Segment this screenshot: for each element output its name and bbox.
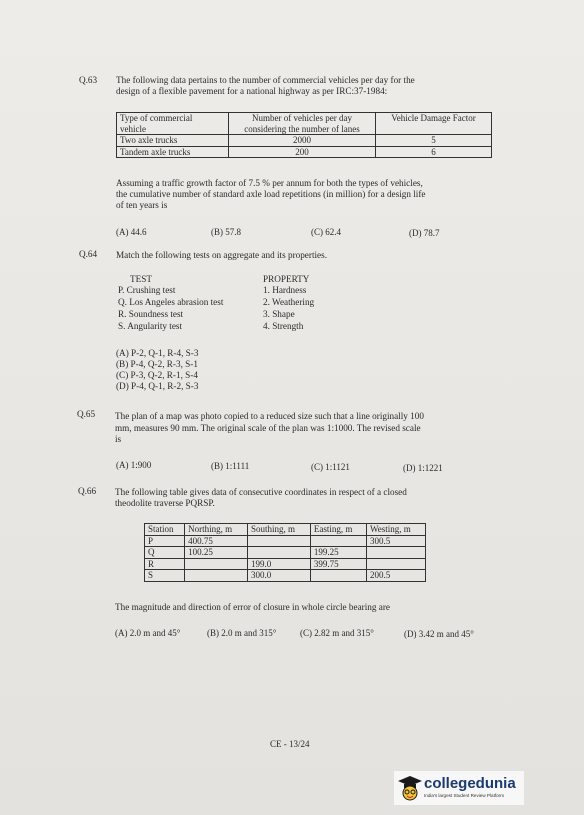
question-text: of ten years is xyxy=(116,200,168,210)
table-row: P 400.75 300.5 xyxy=(145,535,426,547)
vehicle-table xyxy=(116,112,492,158)
option: (D) P-4, Q-1, R-2, S-3 xyxy=(116,381,199,391)
list-item: R. Soundness test xyxy=(118,309,184,319)
table-header: Number of vehicles per day considering the number of lanes xyxy=(229,113,376,135)
logo-name: collegedunia xyxy=(424,775,516,792)
question-stem: design of a flexible pavement for a national highway as per IRC:37-1984: xyxy=(116,86,388,96)
question-stem: theodolite traverse PQRSP. xyxy=(115,498,215,508)
question-stem: The following table gives data of consecutive coordinates in respect of a closed xyxy=(115,487,407,497)
list-item: 1. Hardness xyxy=(263,285,307,295)
list-item: P. Crushing test xyxy=(118,285,176,295)
traverse-table xyxy=(144,523,426,582)
option: (B) 1:1111 xyxy=(211,461,250,471)
option: (D) 1:1221 xyxy=(403,463,443,473)
column-heading: PROPERTY xyxy=(263,274,310,284)
page-number: CE - 13/24 xyxy=(270,739,310,749)
table-header-row xyxy=(145,524,426,536)
table-row: Q 100.25 199.25 xyxy=(145,547,426,559)
option: (A) 44.6 xyxy=(116,227,147,237)
option: (C) 62.4 xyxy=(311,227,341,237)
table-header: Station xyxy=(145,524,185,536)
option: (C) P-3, Q-2, R-1, S-4 xyxy=(116,370,198,380)
option: (B) 57.8 xyxy=(211,227,241,237)
question-text: Assuming a traffic growth factor of 7.5 % per annum for both the types of vehicles, xyxy=(116,178,423,188)
table-header: Westing, m xyxy=(367,524,426,536)
option: (B) P-4, Q-2, R-3, S-1 xyxy=(116,359,198,369)
column-heading: TEST xyxy=(130,274,152,284)
option: (D) 3.42 m and 45° xyxy=(404,629,474,639)
question-number: Q.64 xyxy=(79,249,98,259)
collegedunia-logo xyxy=(394,771,524,805)
list-item: Q. Los Angeles abrasion test xyxy=(118,297,224,307)
option: (D) 78.7 xyxy=(409,228,440,238)
graduate-icon xyxy=(397,774,423,802)
logo-tagline: India's largest Student Review Platform xyxy=(424,793,505,798)
table-row: Tandem axle trucks 200 6 xyxy=(117,146,492,158)
list-item: 4. Strength xyxy=(263,321,304,331)
table-header: Vehicle Damage Factor xyxy=(376,113,492,135)
list-item: 3. Shape xyxy=(263,309,295,319)
list-item: S. Angularity test xyxy=(118,321,183,331)
table-header: Southing, m xyxy=(248,524,311,536)
option: (C) 1:1121 xyxy=(311,462,350,472)
option: (A) 2.0 m and 45° xyxy=(115,628,181,638)
question-stem: The following data pertains to the number of commercial vehicles per day for the xyxy=(116,75,415,85)
question-number: Q.65 xyxy=(77,409,96,419)
table-header: Easting, m xyxy=(310,524,366,536)
table-row: S 300.0 200.5 xyxy=(145,570,426,582)
question-stem: is xyxy=(115,434,122,444)
table-row: R 199.0 399.75 xyxy=(145,558,426,570)
table-header: Type of commercial vehicle xyxy=(117,113,229,135)
question-stem: Match the following tests on aggregate and its properties. xyxy=(116,250,328,260)
list-item: 2. Weathering xyxy=(263,297,315,307)
question-stem: mm, measures 90 mm. The original scale of the plan was 1:1000. The revised scale xyxy=(115,423,421,433)
table-row: Two axle trucks 2000 5 xyxy=(117,135,492,147)
question-number: Q.63 xyxy=(79,75,98,85)
option: (B) 2.0 m and 315° xyxy=(207,628,277,638)
question-stem: The plan of a map was photo copied to a reduced size such that a line originally 100 xyxy=(115,411,424,421)
question-text: The magnitude and direction of error of closure in whole circle bearing are xyxy=(115,602,390,612)
question-number: Q.66 xyxy=(78,486,97,496)
table-header: Northing, m xyxy=(185,524,248,536)
option: (C) 2.82 m and 315° xyxy=(300,628,374,638)
option: (A) 1:900 xyxy=(116,460,152,470)
question-text: the cumulative number of standard axle load repetitions (in million) for a design life xyxy=(116,189,426,199)
option: (A) P-2, Q-1, R-4, S-3 xyxy=(116,348,199,358)
